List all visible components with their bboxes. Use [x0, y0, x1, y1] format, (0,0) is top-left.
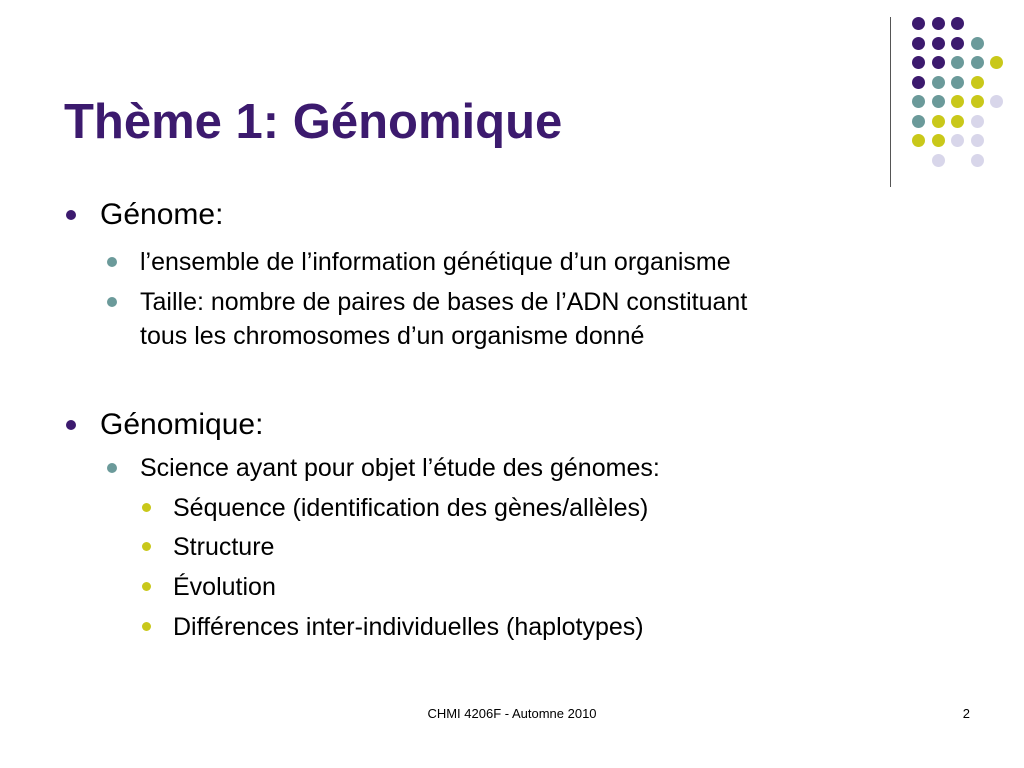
bullet-icon: [107, 257, 117, 267]
decorative-dot: [971, 37, 984, 50]
bullet-icon: [142, 622, 151, 631]
decorative-dot: [971, 115, 984, 128]
decorative-dot: [971, 95, 984, 108]
slide-title: Thème 1: Génomique: [64, 95, 563, 149]
decorative-dot: [932, 154, 945, 167]
section-heading-genome: Génome:: [100, 198, 224, 231]
bullet-icon: [107, 463, 117, 473]
bullet-icon: [107, 297, 117, 307]
decorative-dot: [951, 76, 964, 89]
decorative-dot: [971, 76, 984, 89]
decorative-dot: [912, 56, 925, 69]
decorative-dot: [951, 56, 964, 69]
bullet-icon: [142, 582, 151, 591]
decorative-dot: [971, 154, 984, 167]
decorative-dot: [951, 95, 964, 108]
list-item-line-2: tous les chromosomes d’un organisme donné: [140, 322, 645, 350]
bullet-icon: [142, 503, 151, 512]
decorative-dot: [951, 37, 964, 50]
decorative-dot: [932, 37, 945, 50]
sub-list-item: Séquence (identification des gènes/allèles): [173, 494, 649, 522]
decorative-dot: [990, 95, 1003, 108]
list-item: Science ayant pour objet l’étude des génomes:: [140, 454, 660, 482]
bullet-icon: [142, 542, 151, 551]
decorative-dot: [971, 134, 984, 147]
footer-page-number: 2: [962, 706, 970, 721]
sub-list-item: Différences inter-individuelles (haplotypes): [173, 613, 644, 641]
footer-course: CHMI 4206F - Automne 2010: [427, 706, 597, 721]
decorative-dot: [912, 37, 925, 50]
decorative-dot: [912, 134, 925, 147]
decorative-dot: [932, 115, 945, 128]
section-heading-genomique: Génomique:: [100, 408, 264, 441]
decorative-dot: [990, 56, 1003, 69]
decorative-dot: [912, 95, 925, 108]
sub-list-item: Évolution: [173, 573, 276, 601]
decorative-dot: [951, 134, 964, 147]
decorative-dot: [932, 17, 945, 30]
decorative-dot: [932, 76, 945, 89]
decorative-dot: [971, 56, 984, 69]
bullet-icon: [66, 420, 76, 430]
decorative-dot: [912, 17, 925, 30]
list-item: l’ensemble de l’information génétique d’un organisme: [140, 248, 731, 276]
decorative-dot: [932, 134, 945, 147]
list-item-line-1: Taille: nombre de paires de bases de l’ADN constituant: [140, 288, 748, 316]
decorative-dot: [932, 56, 945, 69]
sub-list-item: Structure: [173, 533, 275, 561]
title-divider-line: [890, 17, 891, 187]
decorative-dot: [912, 76, 925, 89]
decorative-dot: [912, 115, 925, 128]
decorative-dot: [951, 17, 964, 30]
bullet-icon: [66, 210, 76, 220]
decorative-dot: [951, 115, 964, 128]
decorative-dot: [932, 95, 945, 108]
